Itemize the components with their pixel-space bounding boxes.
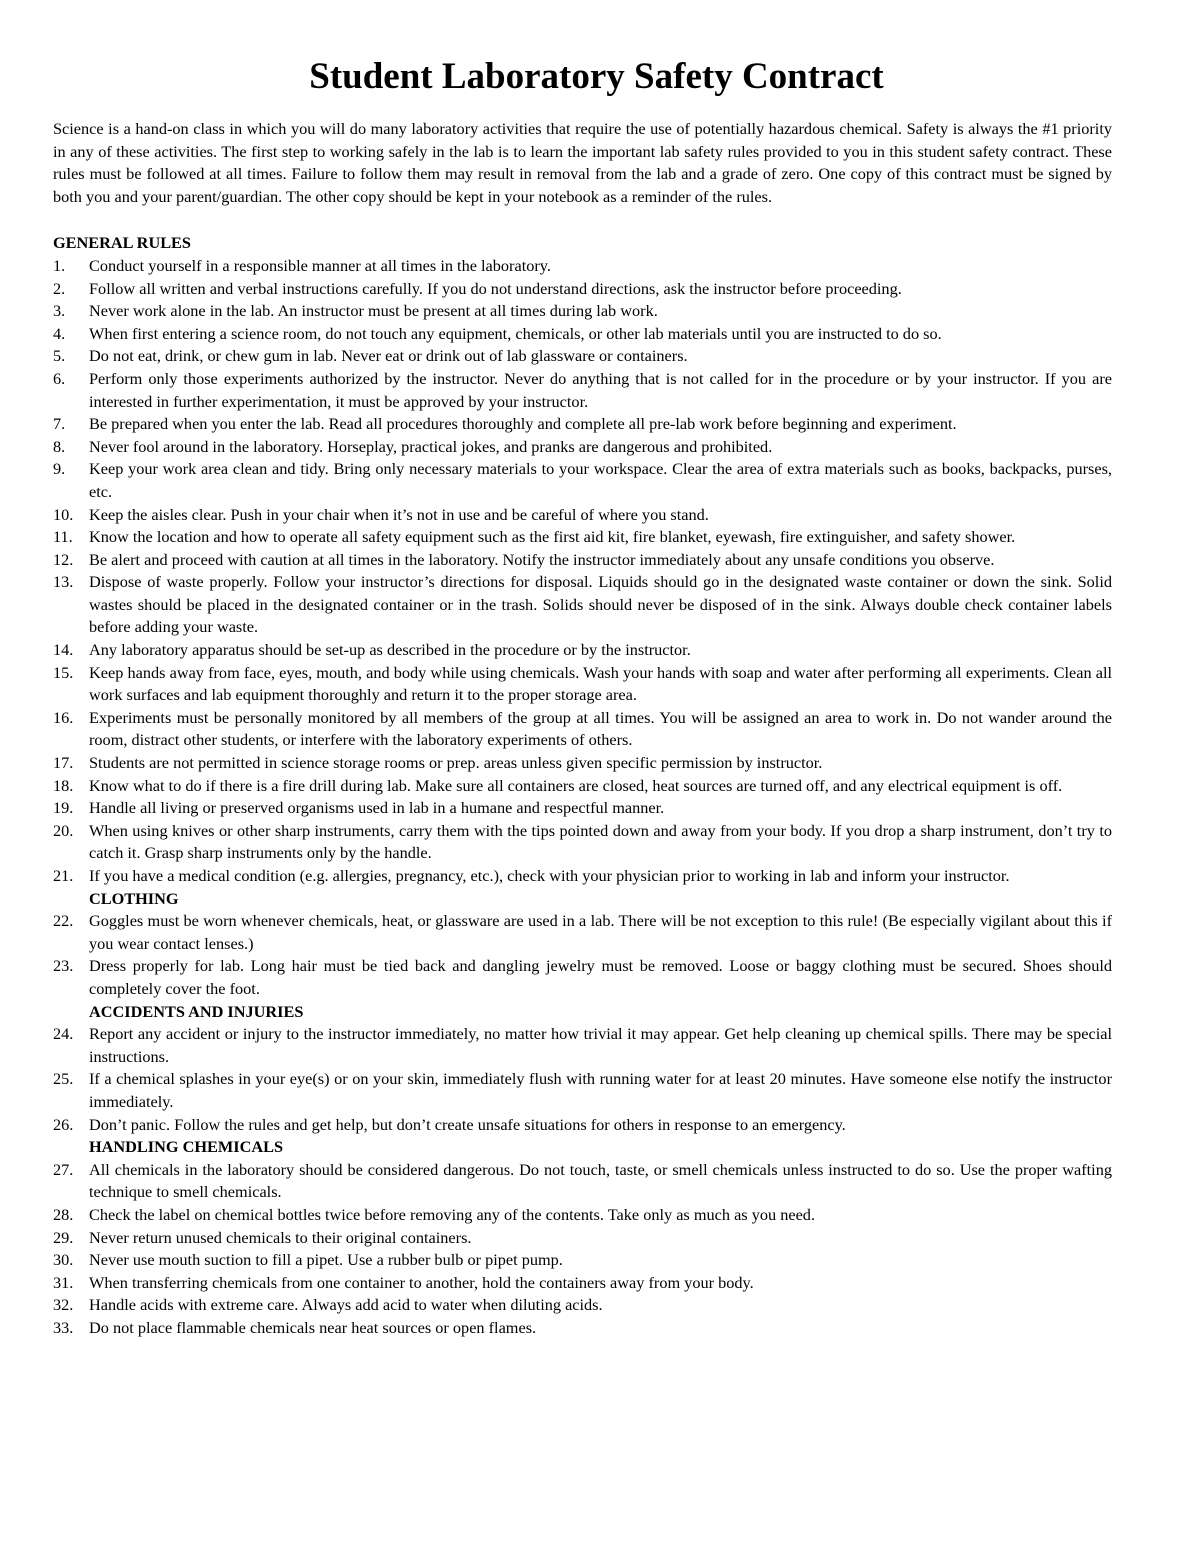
rule-item bbox=[53, 458, 1112, 503]
rule-item bbox=[53, 255, 1112, 278]
rule-number: 31. bbox=[53, 1272, 74, 1292]
rule-item bbox=[53, 639, 1112, 662]
rule-text: Know the location and how to operate all safety equipment such as the first aid kit, fire blanket, eyewash, fire extinguisher, and safety shower. bbox=[89, 527, 1016, 547]
rule-text: Perform only those experiments authorized by the instructor. Never do anything that is not called for in the procedure or by your instructor. If you are interested in further experimentation, it must be approved by your instructor. bbox=[89, 368, 1112, 411]
rule-text: If a chemical splashes in your eye(s) or on your skin, immediately flush with running water for at least 20 minutes. Have someone else notify the instructor immediately. bbox=[89, 1069, 1112, 1111]
chemicals-rules-list bbox=[53, 1159, 1112, 1340]
rule-item bbox=[53, 865, 1112, 888]
rule-item bbox=[53, 707, 1112, 752]
rule-text: Never use mouth suction to fill a pipet. Use a rubber bulb or pipet pump. bbox=[89, 1250, 563, 1270]
rule-item bbox=[53, 1068, 1112, 1113]
rule-item bbox=[53, 1272, 1112, 1295]
rule-number: 32. bbox=[53, 1295, 74, 1315]
rule-number: 9. bbox=[53, 459, 66, 479]
rule-item bbox=[53, 345, 1112, 368]
rule-number: 16. bbox=[53, 707, 74, 727]
rule-text: Experiments must be personally monitored by all members of the group at all times. You will be assigned an area to work in. Do not wander around the room, distract other students, or interfere with the laboratory experiments of others. bbox=[89, 707, 1112, 750]
rule-item bbox=[53, 436, 1112, 459]
rule-item bbox=[53, 413, 1112, 436]
rule-text: Know what to do if there is a fire drill during lab. Make sure all containers are closed, heat sources are turned off, and any electrical equipment is off. bbox=[89, 775, 1063, 795]
rule-text: Any laboratory apparatus should be set-up as described in the procedure or by the instructor. bbox=[89, 640, 691, 660]
rule-text: Conduct yourself in a responsible manner at all times in the laboratory. bbox=[89, 255, 551, 275]
rule-number: 19. bbox=[53, 798, 74, 818]
rule-number: 28. bbox=[53, 1204, 74, 1224]
rule-number: 6. bbox=[53, 368, 66, 388]
rule-number: 17. bbox=[53, 753, 74, 773]
rule-item bbox=[53, 300, 1112, 323]
rule-text: Goggles must be worn whenever chemicals, heat, or glassware are used in a lab. There will be not exception to this rule! (Be especially vigilant about this if you wear contact lenses.) bbox=[89, 911, 1112, 953]
rule-number: 33. bbox=[53, 1317, 74, 1337]
rule-item bbox=[53, 571, 1112, 639]
rule-item bbox=[53, 797, 1112, 820]
rule-text: If you have a medical condition (e.g. allergies, pregnancy, etc.), check with your physician prior to working in lab and inform your instructor. bbox=[89, 866, 1010, 885]
rule-item bbox=[53, 820, 1112, 865]
rule-text: Students are not permitted in science storage rooms or prep. areas unless given specific permission by instructor. bbox=[89, 753, 823, 773]
rule-text: Keep the aisles clear. Push in your chair when it’s not in use and be careful of where you stand. bbox=[89, 504, 709, 524]
rule-item bbox=[53, 526, 1112, 549]
rule-text: Be alert and proceed with caution at all times in the laboratory. Notify the instructor immediately about any unsafe conditions you observe. bbox=[89, 549, 995, 569]
intro-paragraph: Science is a hand-on class in which you will do many laboratory activities that require the use of potentially hazardous chemical. Safety is always the #1 priority in any of these activities. The first step to working safely in the lab is to learn the important lab safety rules provided to you in this student safety contract. These rules must be followed at all times. Failure to follow them may result in removal from the lab and a grade of zero. One copy of this contract must be signed by both you and your parent/guardian. The other copy should be kept in your notebook as a reminder of the rules. bbox=[53, 119, 1112, 206]
rule-text: Follow all written and verbal instructions carefully. If you do not understand directions, ask the instructor before proceeding. bbox=[89, 278, 902, 298]
rule-item bbox=[53, 504, 1112, 527]
rule-item bbox=[53, 1159, 1112, 1204]
rule-text: Be prepared when you enter the lab. Read all procedures thoroughly and complete all pre-lab work before beginning and experiment. bbox=[89, 414, 957, 434]
rule-number: 23. bbox=[53, 956, 74, 976]
general-rules-list bbox=[53, 255, 1112, 888]
rule-number: 25. bbox=[53, 1069, 74, 1089]
rule-item bbox=[53, 910, 1112, 955]
rule-text: Do not eat, drink, or chew gum in lab. Never eat or drink out of lab glassware or containers. bbox=[89, 346, 688, 366]
rule-item bbox=[53, 752, 1112, 775]
rule-item bbox=[53, 1204, 1112, 1227]
rule-item bbox=[53, 775, 1112, 798]
rule-text: When first entering a science room, do not touch any equipment, chemicals, or other lab materials until you are instructed to do so. bbox=[89, 323, 942, 343]
rule-text: Keep hands away from face, eyes, mouth, and body while using chemicals. Wash your hands with soap and water after performing all experiments. Clean all work surfaces and lab equipment thoroughly and return it to the proper storage area. bbox=[89, 662, 1112, 705]
document-title: Student Laboratory Safety Contract bbox=[309, 56, 884, 97]
rule-text: Check the label on chemical bottles twice before removing any of the contents. Take only as much as you need. bbox=[89, 1204, 816, 1224]
rule-number: 3. bbox=[53, 301, 66, 321]
rule-number: 5. bbox=[53, 346, 66, 366]
rule-number: 22. bbox=[53, 911, 74, 931]
rule-number: 20. bbox=[53, 820, 74, 840]
rule-item bbox=[53, 1227, 1112, 1250]
rule-number: 27. bbox=[53, 1159, 74, 1179]
rule-item bbox=[53, 323, 1112, 346]
rule-number: 2. bbox=[53, 278, 66, 298]
rule-item bbox=[53, 1294, 1112, 1317]
rule-number: 29. bbox=[53, 1227, 74, 1247]
rule-number: 24. bbox=[53, 1024, 74, 1044]
rule-item bbox=[53, 278, 1112, 301]
rule-number: 14. bbox=[53, 640, 74, 660]
rule-text: Do not place flammable chemicals near heat sources or open flames. bbox=[89, 1317, 537, 1337]
rule-item bbox=[53, 1317, 1112, 1340]
rule-text: Dress properly for lab. Long hair must be tied back and dangling jewelry must be removed. Loose or baggy clothing must be secured. Shoes should completely cover the foot. bbox=[89, 956, 1112, 998]
general-rules-heading: GENERAL RULES bbox=[53, 233, 191, 253]
clothing-rules-list bbox=[53, 910, 1112, 1000]
rule-number: 26. bbox=[53, 1114, 74, 1134]
rule-text: Report any accident or injury to the instructor immediately, no matter how trivial it may appear. Get help cleaning up chemical spills. There may be special instructions. bbox=[89, 1024, 1112, 1066]
rule-number: 11. bbox=[53, 527, 73, 547]
rule-text: Handle all living or preserved organisms used in lab in a humane and respectful manner. bbox=[89, 798, 665, 818]
rule-text: Keep your work area clean and tidy. Bring only necessary materials to your workspace. Clear the area of extra materials such as books, backpacks, purses, etc. bbox=[89, 459, 1112, 501]
rule-text: Dispose of waste properly. Follow your instructor’s directions for disposal. Liquids should go in the designated waste container or down the sink. Solid wastes should be placed in the designated container or in the trash. Solids should never be disposed of in the sink. Always double check container labels before adding your waste. bbox=[89, 572, 1112, 637]
rule-item bbox=[53, 1023, 1112, 1068]
rule-number: 4. bbox=[53, 323, 66, 343]
rule-number: 8. bbox=[53, 436, 66, 456]
rule-item bbox=[53, 662, 1112, 707]
rule-item bbox=[53, 955, 1112, 1000]
rule-number: 21. bbox=[53, 866, 74, 885]
rule-item bbox=[53, 549, 1112, 572]
rule-number: 18. bbox=[53, 775, 74, 795]
rule-text: Don’t panic. Follow the rules and get help, but don’t create unsafe situations for others in response to an emergency. bbox=[89, 1114, 846, 1134]
rule-item bbox=[53, 1249, 1112, 1272]
rule-number: 7. bbox=[53, 414, 66, 434]
accidents-heading: ACCIDENTS AND INJURIES bbox=[89, 1001, 304, 1021]
rule-number: 10. bbox=[53, 504, 74, 524]
rule-item bbox=[53, 368, 1112, 413]
rule-text: Handle acids with extreme care. Always add acid to water when diluting acids. bbox=[89, 1295, 603, 1315]
rule-text: Never work alone in the lab. An instructor must be present at all times during lab work. bbox=[89, 301, 658, 321]
rule-text: Never fool around in the laboratory. Horseplay, practical jokes, and pranks are dangerous and prohibited. bbox=[89, 436, 773, 456]
accidents-rules-list bbox=[53, 1023, 1112, 1136]
rule-text: Never return unused chemicals to their original containers. bbox=[89, 1227, 472, 1247]
chemicals-heading: HANDLING CHEMICALS bbox=[89, 1137, 284, 1157]
rule-number: 1. bbox=[53, 255, 66, 275]
rule-text: When transferring chemicals from one container to another, hold the containers away from your body. bbox=[89, 1272, 754, 1292]
rule-number: 12. bbox=[53, 549, 74, 569]
rule-item bbox=[53, 1114, 1112, 1137]
clothing-heading: CLOTHING bbox=[89, 888, 179, 908]
rule-number: 13. bbox=[53, 572, 74, 592]
rule-text: When using knives or other sharp instruments, carry them with the tips pointed down and away from your body. If you drop a sharp instrument, don’t try to catch it. Grasp sharp instruments only by the handle. bbox=[89, 820, 1112, 863]
rule-number: 30. bbox=[53, 1250, 74, 1270]
rule-number: 15. bbox=[53, 662, 74, 682]
rule-text: All chemicals in the laboratory should be considered dangerous. Do not touch, taste, or smell chemicals unless instructed to do so. Use the proper wafting technique to smell chemicals. bbox=[89, 1159, 1112, 1202]
